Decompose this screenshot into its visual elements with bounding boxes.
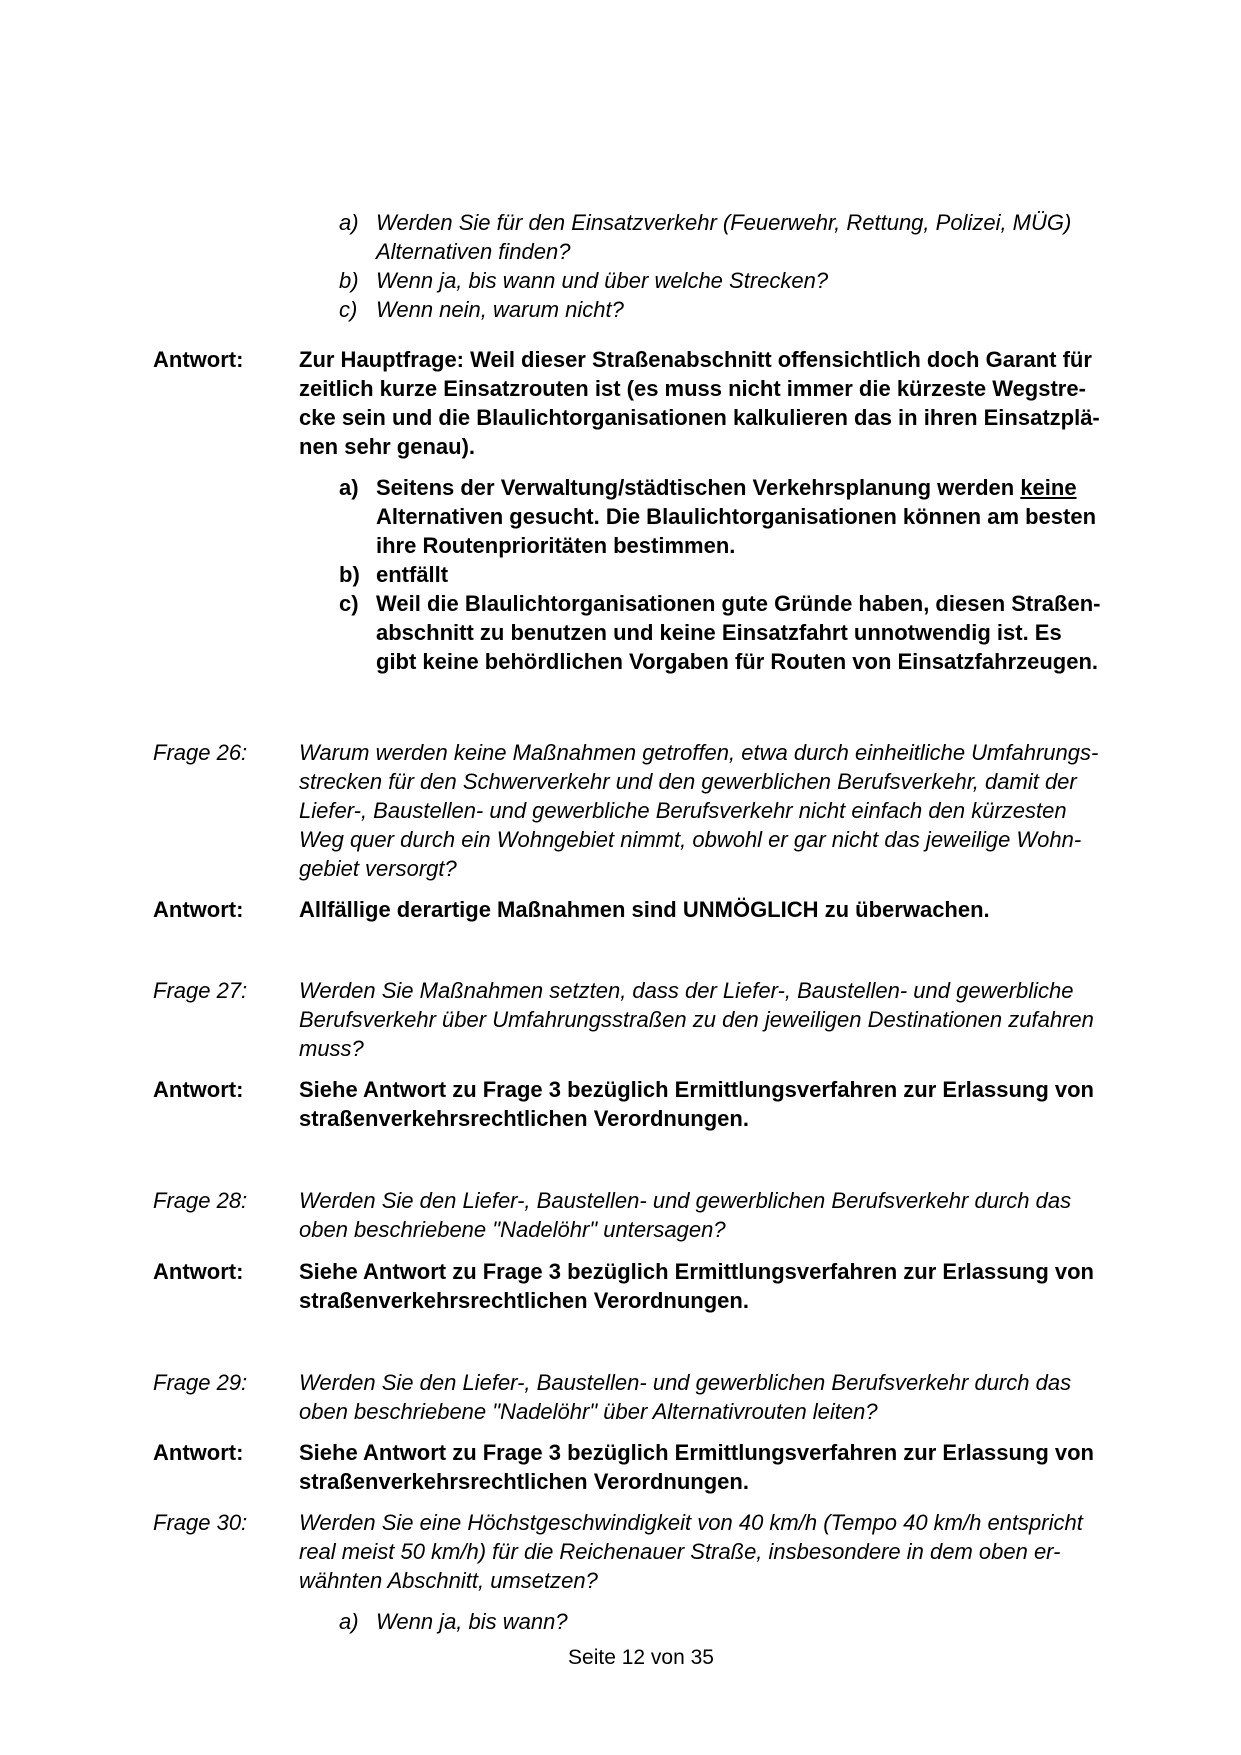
question-label: Frage 30: xyxy=(153,1510,248,1535)
list-marker: a) xyxy=(339,475,359,500)
answer-text: Siehe Antwort zu Frage 3 bezüglich Ermittlungsverfahren zur Erlassung von xyxy=(299,1259,1094,1284)
answer-text: straßenverkehrsrechtlichen Verordnungen. xyxy=(299,1106,749,1131)
answer-text: Siehe Antwort zu Frage 3 bezüglich Ermittlungsverfahren zur Erlassung von xyxy=(299,1440,1094,1465)
list-item-text: Wenn ja, bis wann? xyxy=(376,1609,568,1634)
answer-label: Antwort: xyxy=(153,1440,244,1465)
answer-label: Antwort: xyxy=(153,347,244,372)
question-label: Frage 28: xyxy=(153,1188,248,1213)
answer-label: Antwort: xyxy=(153,897,244,922)
question-text: oben beschriebene "Nadelöhr" über Alternativrouten leiten? xyxy=(299,1399,878,1424)
answer-text: Allfällige derartige Maßnahmen sind UNMÖGLICH zu überwachen. xyxy=(299,897,990,922)
answer-text: straßenverkehrsrechtlichen Verordnungen. xyxy=(299,1469,749,1494)
question-text: wähnten Abschnitt, umsetzen? xyxy=(299,1568,598,1593)
list-marker: b) xyxy=(339,562,360,587)
list-marker: c) xyxy=(339,591,359,616)
list-item-text: gibt keine behördlichen Vorgaben für Routen von Einsatzfahrzeugen. xyxy=(376,649,1098,674)
underlined-word: keine xyxy=(1020,475,1077,500)
list-item-text: abschnitt zu benutzen und keine Einsatzfahrt unnotwendig ist. Es xyxy=(376,620,1062,645)
list-item-text: Seitens der Verwaltung/städtischen Verkehrsplanung werden keine xyxy=(376,475,1077,500)
question-text: Werden Sie den Liefer-, Baustellen- und gewerblichen Berufsverkehr durch das xyxy=(299,1370,1072,1395)
question-text: gebiet versorgt? xyxy=(299,856,457,881)
question-text: Warum werden keine Maßnahmen getroffen, etwa durch einheitliche Umfahrungs- xyxy=(299,740,1099,765)
answer-text: straßenverkehrsrechtlichen Verordnungen. xyxy=(299,1288,749,1313)
question-text: Liefer-, Baustellen- und gewerbliche Berufsverkehr nicht einfach den kürzesten xyxy=(299,798,1067,823)
page-number: Seite 12 von 35 xyxy=(568,1646,714,1669)
question-text: real meist 50 km/h) für die Reichenauer Straße, insbesondere in dem oben er- xyxy=(299,1539,1061,1564)
question-label: Frage 29: xyxy=(153,1370,248,1395)
question-label: Frage 26: xyxy=(153,740,248,765)
list-item-text: Alternativen gesucht. Die Blaulichtorganisationen können am besten xyxy=(376,504,1097,529)
answer-text: zeitlich kurze Einsatzrouten ist (es muss nicht immer die kürzeste Wegstre- xyxy=(299,376,1086,401)
question-text: Werden Sie eine Höchstgeschwindigkeit von 40 km/h (Tempo 40 km/h entspricht xyxy=(299,1510,1083,1535)
question-text: Werden Sie Maßnahmen setzten, dass der Liefer-, Baustellen- und gewerbliche xyxy=(299,978,1074,1003)
answer-text: Siehe Antwort zu Frage 3 bezüglich Ermittlungsverfahren zur Erlassung von xyxy=(299,1077,1094,1102)
answer-label: Antwort: xyxy=(153,1077,244,1102)
answer-text: nen sehr genau). xyxy=(299,434,476,459)
list-item-text: Wenn ja, bis wann und über welche Strecken? xyxy=(376,268,829,293)
list-item-text: Werden Sie für den Einsatzverkehr (Feuerwehr, Rettung, Polizei, MÜG) xyxy=(376,210,1072,235)
list-item-text: Weil die Blaulichtorganisationen gute Gründe haben, diesen Straßen- xyxy=(376,591,1101,616)
answer-label: Antwort: xyxy=(153,1259,244,1284)
list-item-text: Wenn nein, warum nicht? xyxy=(376,297,624,322)
answer-text: Zur Hauptfrage: Weil dieser Straßenabschnitt offensichtlich doch Garant für xyxy=(299,347,1092,372)
question-text: Berufsverkehr über Umfahrungsstraßen zu den jeweiligen Destinationen zufahren xyxy=(299,1007,1094,1032)
list-item-text: ihre Routenprioritäten bestimmen. xyxy=(376,533,736,558)
answer-text: cke sein und die Blaulichtorganisationen kalkulieren das in ihren Einsatzplä- xyxy=(299,405,1100,430)
question-text: strecken für den Schwerverkehr und den gewerblichen Berufsverkehr, damit der xyxy=(299,769,1077,794)
question-text: oben beschriebene "Nadelöhr" untersagen? xyxy=(299,1217,726,1242)
question-label: Frage 27: xyxy=(153,978,248,1003)
list-marker: c) xyxy=(339,297,358,322)
list-item-text: entfällt xyxy=(376,562,449,587)
list-marker: a) xyxy=(339,1609,359,1634)
question-text: Weg quer durch ein Wohngebiet nimmt, obwohl er gar nicht das jeweilige Wohn- xyxy=(299,827,1082,852)
list-item-text: Alternativen finden? xyxy=(376,239,571,264)
list-marker: b) xyxy=(339,268,359,293)
question-text: Werden Sie den Liefer-, Baustellen- und gewerblichen Berufsverkehr durch das xyxy=(299,1188,1072,1213)
list-marker: a) xyxy=(339,210,359,235)
question-text: muss? xyxy=(299,1036,364,1061)
